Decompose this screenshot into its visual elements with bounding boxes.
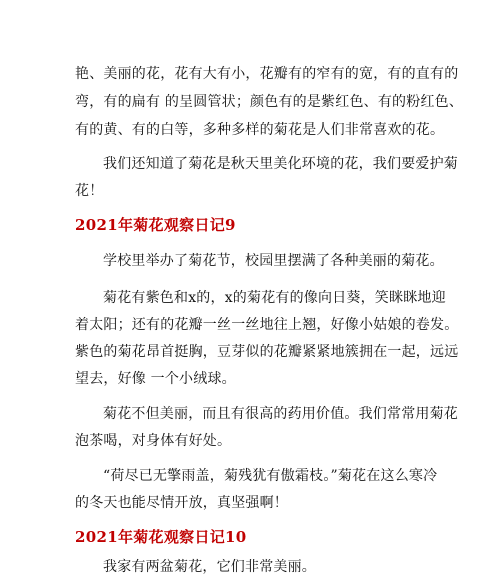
paragraph-line: 菊花有紫色和x的，x的菊花有的像向日葵，笑眯眯地迎	[103, 290, 446, 306]
paragraph-line: 艳、美丽的花，花有大有小，花瓣有的窄有的宽，有的直有的	[75, 66, 459, 82]
paragraph-line: “荷尽已无擎雨盖，菊残犹有傲霜枝。”菊花在这么寒冷	[103, 468, 438, 484]
paragraph-line: 我们还知道了菊花是秋天里美化环境的花，我们要爱护菊	[103, 156, 458, 172]
paragraph-line: 的冬天也能尽情开放，真坚强啊！	[75, 495, 288, 511]
paragraph-line: 望去，好像 一个小绒球。	[75, 371, 236, 387]
paragraph-line: 弯，有的扁有 的呈圆管状；颜色有的是紫红色、有的粉红色、	[75, 94, 464, 110]
paragraph-line: 有的黄、有的白等，多种多样的菊花是人们非常喜欢的花。	[75, 122, 445, 138]
section-heading: 2021年菊花观察日记9	[75, 216, 236, 234]
paragraph-line: 学校里举办了菊花节，校园里摆满了各种美丽的菊花。	[103, 253, 444, 269]
paragraph-line: 我家有两盆菊花，它们非常美丽。	[103, 559, 316, 575]
paragraph-line: 紫色的菊花昂首挺胸，豆芽似的花瓣紧紧地簇拥在一起，远远	[75, 344, 459, 360]
paragraph-line: 花！	[75, 183, 104, 199]
paragraph-line: 泡茶喝，对身体有好处。	[75, 433, 232, 449]
paragraph-line: 菊花不但美丽，而且有很高的药用价值。我们常常用菊花	[103, 406, 458, 422]
section-heading: 2021年菊花观察日记10	[75, 528, 247, 546]
paragraph-line: 着太阳；还有的花瓣一丝一丝地往上翘，好像小姑娘的卷发。	[75, 317, 459, 333]
